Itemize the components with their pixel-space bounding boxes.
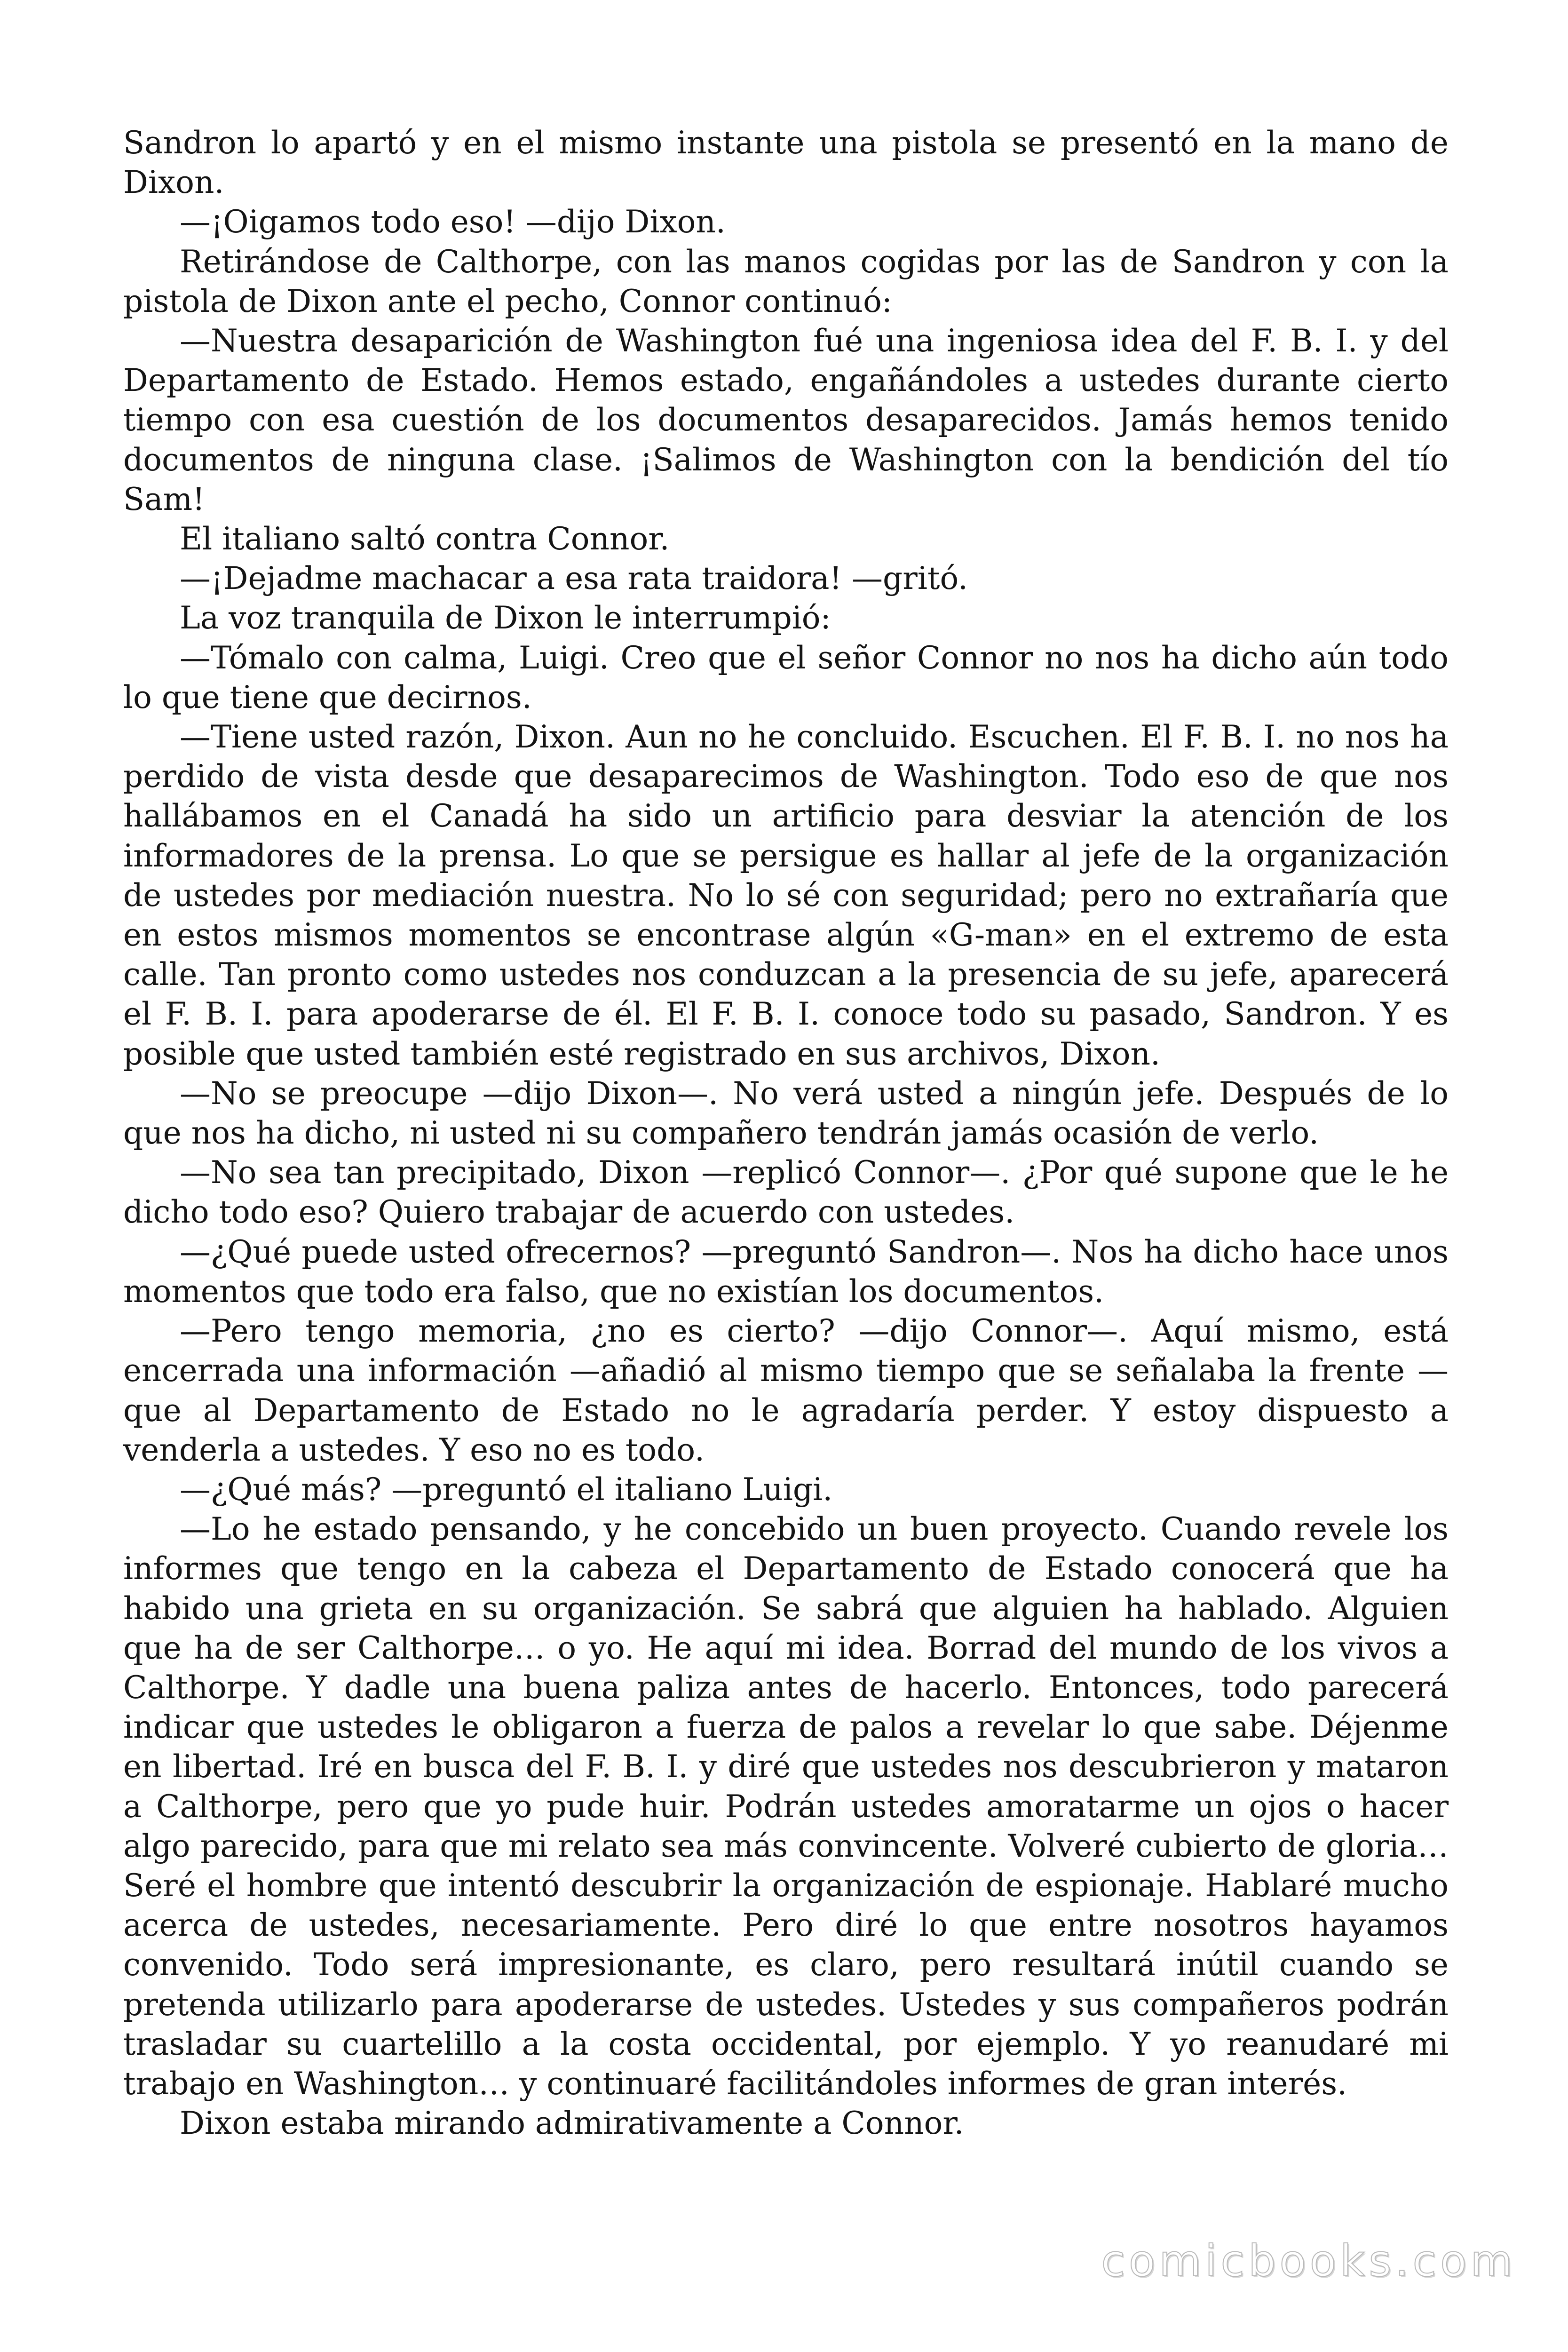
watermark: comicbooks.com (1101, 2236, 1516, 2286)
paragraph: La voz tranquila de Dixon le interrumpió: (180, 600, 831, 636)
paragraph: —No sea tan precipitado, Dixon —replicó Connor—. ¿Por qué supone que le he dicho todo eso? Quiero trabajar de acuerdo con ustedes. (123, 1154, 1449, 1231)
paragraph: —¡Dejadme machacar a esa rata traidora! —gritó. (180, 560, 968, 597)
paragraph: El italiano saltó contra Connor. (180, 521, 670, 557)
paragraph: —¡Oigamos todo eso! —dijo Dixon. (180, 204, 726, 240)
paragraph: —¿Qué puede usted ofrecernos? —preguntó Sandron—. Nos ha dicho hace unos momentos que todo era falso, que no existían los documentos. (123, 1233, 1449, 1310)
paragraph: Sandron lo apartó y en el mismo instante una pistola se presentó en la mano de Dixon. (123, 125, 1449, 201)
paragraph: —Tiene usted razón, Dixon. Aun no he concluido. Escuchen. El F. B. I. no nos ha perdido de vista desde que desaparecimos de Washington. Todo eso de que nos hallábamos en el Canadá ha sido un artificio para desviar la atención de los informadores de la prensa. Lo que se persigue es hallar al jefe de la organización de ustedes por mediación nuestra. No lo sé con seguridad; pero no extrañaría que en estos mismos momentos se encontrase algún «G-man» en el extremo de esta calle. Tan pronto como ustedes nos conduzcan a la presencia de su jefe, aparecerá el F. B. I. para apoderarse de él. El F. B. I. conoce todo su pasado, Sandron. Y es posible que usted también esté registrado en sus archivos, Dixon. (123, 719, 1449, 1072)
paragraph: —¿Qué más? —preguntó el italiano Luigi. (180, 1471, 833, 1508)
paragraph: —Tómalo con calma, Luigi. Creo que el señor Connor no nos ha dicho aún todo lo que tiene que decirnos. (123, 639, 1449, 715)
paragraph: —Nuestra desaparición de Washington fué una ingeniosa idea del F. B. I. y del Departamento de Estado. Hemos estado, engañándoles a ustedes durante cierto tiempo con esa cuestión de los documentos desaparecidos. Jamás hemos tenido documentos de ninguna clase. ¡Salimos de Washington con la bendición del tío Sam! (123, 323, 1449, 517)
paragraph: —Lo he estado pensando, y he concebido un buen proyecto. Cuando revele los informes que tengo en la cabeza el Departamento de Estado conocerá que ha habido una grieta en su organización. Se sabrá que alguien ha hablado. Alguien que ha de ser Calthorpe… o yo. He aquí mi idea. Borrad del mundo de los vivos a Calthorpe. Y dadle una buena paliza antes de hacerlo. Entonces, todo parecerá indicar que ustedes le obligaron a fuerza de palos a revelar lo que sabe. Déjenme en libertad. Iré en busca del F. B. I. y diré que ustedes nos descubrieron y mataron a Calthorpe, pero que yo pude huir. Podrán ustedes amoratarme un ojos o hacer algo parecido, para que mi relato sea más convincente. Volveré cubierto de gloria… Seré el hombre que intentó descubrir la organización de espionaje. Hablaré mucho acerca de ustedes, necesariamente. Pero diré lo que entre nosotros hayamos convenido. Todo será impresionante, es claro, pero resultará inútil cuando se pretenda utilizarlo para apoderarse de ustedes. Ustedes y sus compañeros podrán trasladar su cuartelillo a la costa occidental, por ejemplo. Y yo reanudaré mi trabajo en Washington… y continuaré facilitándoles informes de gran interés. (123, 1511, 1449, 2102)
paragraph: —No se preocupe —dijo Dixon—. No verá usted a ningún jefe. Después de lo que nos ha dicho, ni usted ni su compañero tendrán jamás ocasión de verlo. (123, 1075, 1449, 1152)
paragraph: —Pero tengo memoria, ¿no es cierto? —dijo Connor—. Aquí mismo, está encerrada una información —añadió al mismo tiempo que se señalaba la frente — que al Departamento de Estado no le agradaría perder. Y estoy dispuesto a venderla a ustedes. Y eso no es todo. (123, 1313, 1449, 1468)
paragraph: Retirándose de Calthorpe, con las manos cogidas por las de Sandron y con la pistola de Dixon ante el pecho, Connor continuó: (123, 243, 1449, 319)
page-body (123, 123, 1449, 2143)
paragraph: Dixon estaba mirando admirativamente a Connor. (180, 2105, 964, 2142)
